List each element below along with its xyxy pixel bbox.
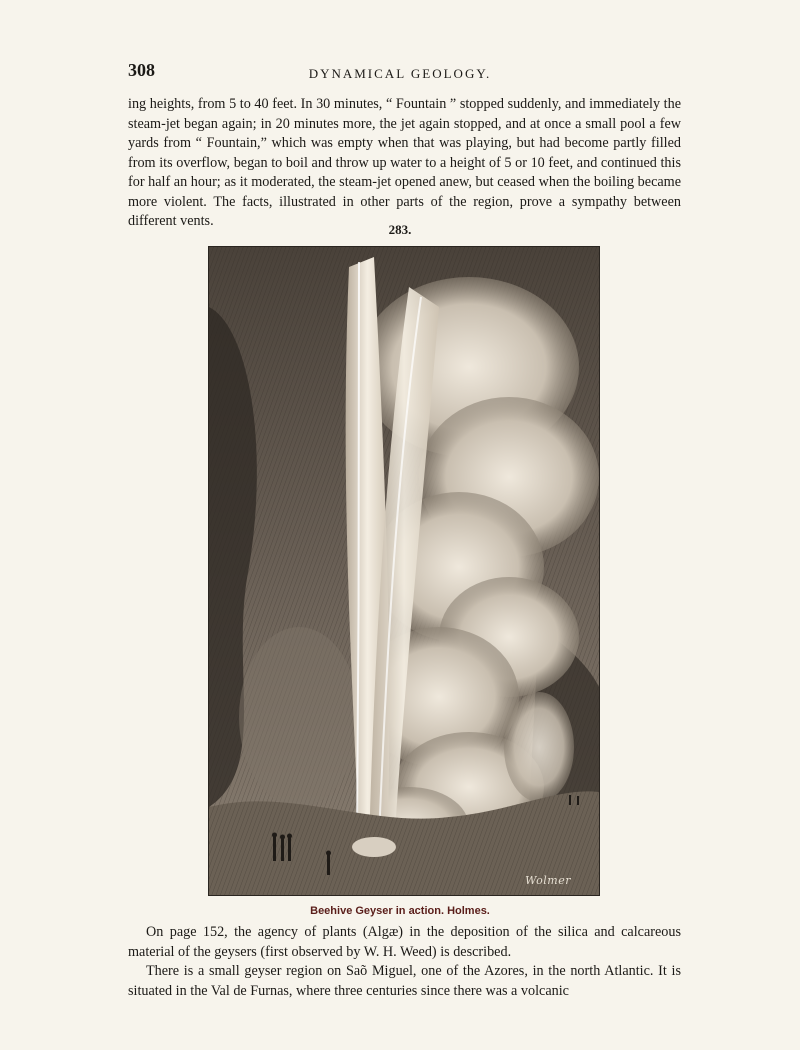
running-head: DYNAMICAL GEOLOGY. <box>308 66 492 81</box>
figure-number: 283. <box>388 222 412 237</box>
engraver-signature: Wolmer <box>525 874 571 887</box>
paragraph-block <box>128 923 681 1001</box>
figure-caption: Beehive Geyser in action. Holmes. <box>310 905 490 917</box>
paragraph-continued <box>128 95 681 232</box>
geyser-engraving <box>208 246 600 896</box>
geyser-illustration <box>209 247 599 895</box>
paragraph-text: On page 152, the agency of plants (Algæ) in the deposition of the silica and calcareous material of the geysers (first observed by W. H. Weed) is described. <box>128 924 681 960</box>
paragraph-text: There is a small geyser region on Saõ Miguel, one of the Azores, in the north Atlantic. It is situated in the Val de Furnas, where three centuries since there was a volcanic <box>128 963 681 999</box>
paragraph-text: ing heights, from 5 to 40 feet. In 30 minutes, “ Fountain ” stopped suddenly, and immediately the steam-jet began again; in 20 minutes more, the jet again stopped, and at once a small pool a few yards from “ Fountain,” which was empty when that was playing, but had become partly filled from its overflow, began to boil and throw up water to a height of 5 or 10 feet, and continued this for half an hour; as it moderated, the steam-jet opened anew, but ceased when the boiling became more violent. The facts, illustrated in other parts of the region, prove a sympathy between different vents. <box>128 96 681 229</box>
page-number: 308 <box>128 60 155 80</box>
geyser-cone <box>352 837 396 857</box>
